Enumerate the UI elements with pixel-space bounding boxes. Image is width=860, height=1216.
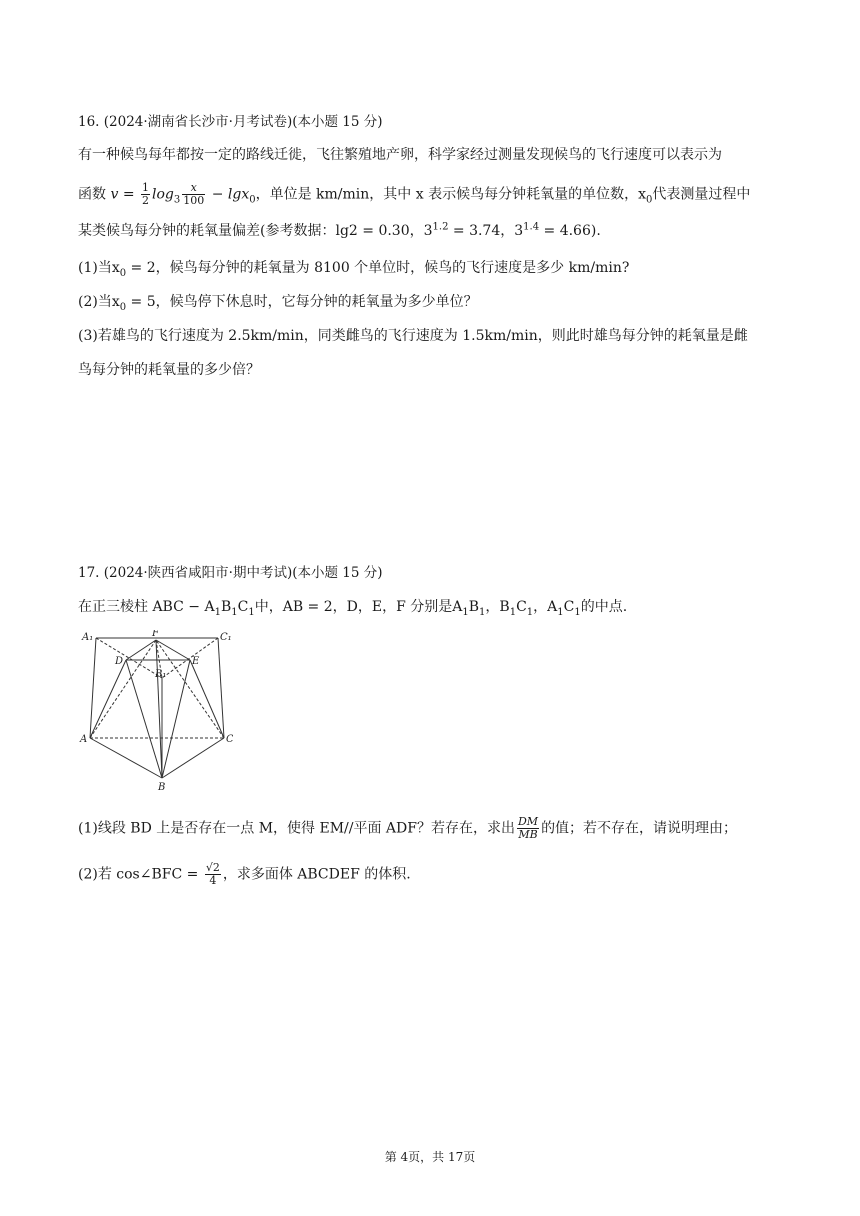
- prism-diagram: [78, 630, 233, 795]
- q16-x-num: x: [182, 182, 205, 195]
- q17-frac-den: MB: [518, 828, 538, 841]
- q17-sub2-post: ，求多面体 ABCDEF 的体积.: [222, 866, 411, 883]
- q17-sub1-pre: (1)线段 BD 上是否存在一点 M，使得 EM//平面 ADF？若存在，求出: [78, 820, 515, 837]
- label-C: C: [226, 734, 233, 745]
- q17-l1-s8: 1: [557, 606, 564, 618]
- q16-half-num: 1: [142, 181, 149, 194]
- q16-v: v =: [110, 186, 139, 203]
- q17-l1-s6: 1: [509, 606, 517, 618]
- q16-log: log: [152, 186, 174, 203]
- q16-sub3-line1: (3)若雄鸟的飞行速度为 2.5km/min，同类雌鸟的飞行速度为 1.5km/min，则此时雄鸟每分钟的耗氧量是雌: [78, 328, 748, 344]
- q17-l1-s3: 1: [248, 606, 255, 618]
- edge-C1-C: [218, 638, 224, 738]
- q16-line2-post: ，单位是 km/min，其中 x 表示候鸟每分钟耗氧量的单位数，x: [255, 186, 646, 203]
- q17-header: 17. (2024·陕西省咸阳市·期中考试)(本小题 15 分): [78, 565, 383, 581]
- q17-line1: [78, 597, 627, 617]
- edge-C-E: [190, 660, 224, 738]
- q16-half-fraction: [141, 182, 150, 207]
- q16-sub1-pre: (1)当x: [78, 260, 120, 276]
- q17-l1-s4: 1: [462, 606, 469, 618]
- q16-line3-c: = 4.66).: [539, 223, 601, 239]
- prism-figure: [78, 630, 233, 795]
- q17-l1-g: C: [516, 599, 527, 615]
- q17-l1-d: 中，AB = 2，D，E，F 分别是A: [254, 599, 463, 615]
- label-D: D: [115, 656, 124, 667]
- q17-sqrt2-den: 4: [209, 874, 217, 887]
- q16-minus-lg: − lgx: [207, 186, 250, 203]
- label-A: A: [80, 734, 88, 745]
- q17-sqrt2-fraction: [205, 862, 221, 887]
- q16-header: 16. (2024·湖南省长沙市·月考试卷)(本小题 15 分): [78, 114, 383, 130]
- q17-sub2: [78, 862, 411, 887]
- q17-l1-f: ，B: [485, 599, 510, 615]
- q17-sub2-pre: (2)若 cos∠BFC =: [78, 866, 203, 883]
- q16-sub2: [78, 292, 478, 312]
- label-E: E: [192, 656, 200, 667]
- q16-line2-post2: 代表测量过程中: [652, 186, 751, 203]
- q16-line3-b: = 3.74，3: [448, 223, 524, 239]
- q17-l1-a: 在正三棱柱 ABC − A: [78, 599, 215, 615]
- edge-A-D: [90, 660, 126, 738]
- q17-l1-i: C: [563, 599, 575, 615]
- q16-sub2-sub: 0: [119, 301, 127, 313]
- q17-l1-s7: 1: [526, 606, 534, 618]
- q16-x0-sub: 0: [249, 194, 256, 206]
- q16-sup2: 1.4: [523, 221, 540, 233]
- q17-l1-e: B: [468, 599, 480, 615]
- q17-l1-s5: 1: [479, 606, 486, 618]
- label-F: F: [152, 630, 159, 639]
- edge-D-F: [126, 640, 156, 660]
- q16-line2-pre: 函数: [78, 186, 111, 203]
- q16-sup1: 1.2: [432, 221, 449, 233]
- q16-sub3-line2: 鸟每分钟的耗氧量的多少倍？: [78, 362, 260, 378]
- q17-l1-c: C: [237, 599, 249, 615]
- q16-line2: [78, 182, 750, 207]
- q16-sub2-post: = 5，候鸟停下休息时，它每分钟的耗氧量为多少单位？: [126, 294, 478, 310]
- q17-l1-s2: 1: [231, 606, 238, 618]
- q16-line1: 有一种候鸟每年都按一定的路线迁徙，飞往繁殖地产卵，科学家经过测量发现候鸟的飞行速度可以表示为: [78, 147, 722, 163]
- page-footer: 第 4页，共 17页: [384, 1150, 476, 1164]
- q16-sub1-sub: 0: [119, 267, 127, 279]
- q16-log-base: 3: [173, 194, 181, 206]
- edge-C-B: [162, 738, 224, 778]
- q17-l1-b: B: [220, 599, 232, 615]
- q16-half-den: 2: [142, 194, 149, 207]
- q16-x-fraction: [182, 182, 205, 207]
- q17-frac-num: DM: [517, 815, 539, 828]
- edge-A1-A: [90, 638, 96, 738]
- label-C1: C₁: [220, 632, 232, 643]
- edge-C1-B1: [162, 638, 218, 678]
- edge-C-F: [156, 640, 224, 738]
- q17-dm-mb-fraction: [517, 816, 539, 841]
- q16-sub1-post: = 2，候鸟每分钟的耗氧量为 8100 个单位时，候鸟的飞行速度是多少 km/min?: [126, 260, 630, 276]
- q16-line3-a: 某类候鸟每分钟的耗氧量偏差(参考数据：lg2 = 0.30，3: [78, 223, 433, 239]
- q17-sub1: [78, 816, 737, 841]
- q16-sub1: [78, 258, 629, 278]
- q16-sub2-pre: (2)当x: [78, 294, 120, 310]
- q17-l1-h: ，A: [533, 599, 558, 615]
- q17-l1-s1: 1: [214, 606, 221, 618]
- q17-l1-j: 的中点.: [580, 599, 628, 615]
- q16-line3: [78, 221, 601, 241]
- label-A1: A₁: [82, 632, 94, 643]
- q16-x0-sub-b: 0: [645, 194, 653, 206]
- q17-sqrt2-num: √2: [205, 861, 220, 874]
- q17-l1-s9: 1: [574, 606, 581, 618]
- edge-F-E: [156, 640, 190, 660]
- label-B1: B₁: [155, 669, 167, 680]
- label-B: B: [158, 782, 166, 793]
- q16-x-den: 100: [183, 194, 205, 207]
- q17-sub1-post: 的值；若不存在，请说明理由；: [541, 820, 738, 837]
